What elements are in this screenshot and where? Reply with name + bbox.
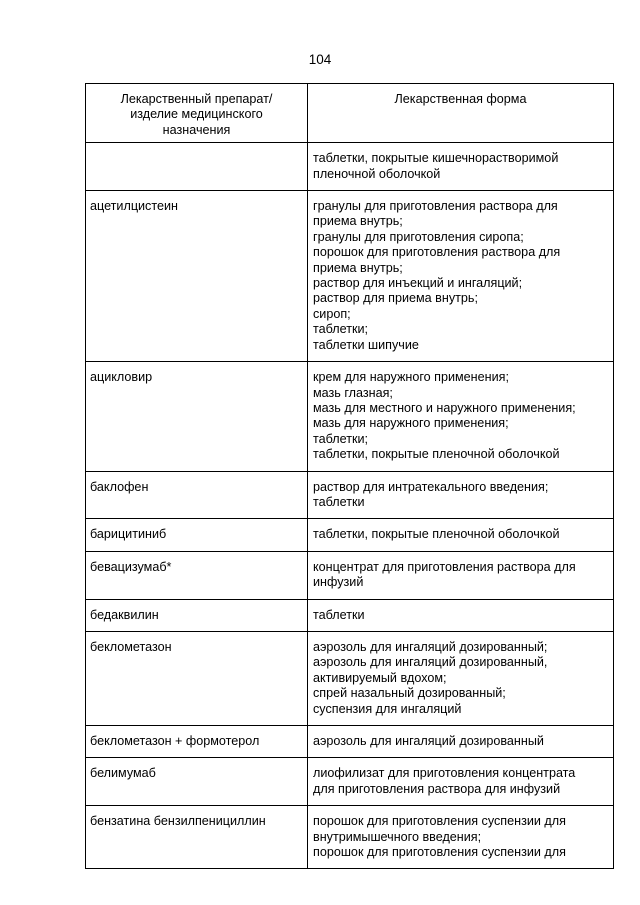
dosage-form-line: таблетки, покрытые кишечнорастворимой	[313, 151, 559, 166]
dosage-form-line: таблетки, покрытые пленочной оболочкой	[313, 447, 560, 462]
drug-name-cell	[86, 599, 308, 631]
dosage-form-line: порошок для приготовления суспензии для	[313, 845, 566, 860]
table-row	[86, 191, 614, 362]
dosage-form-line: аэрозоль для ингаляций дозированный;	[313, 639, 548, 654]
page-number: 104	[308, 52, 332, 67]
dosage-form-line: раствор для интратекального введения;	[313, 479, 549, 494]
dosage-form-line: аэрозоль для ингаляций дозированный,	[313, 655, 548, 670]
drug-name: баклофен	[90, 479, 149, 494]
dosage-form-cell	[308, 599, 614, 631]
dosage-form-line: концентрат для приготовления раствора для	[313, 559, 576, 574]
drug-name: бевацизумаб*	[90, 559, 172, 574]
dosage-form-cell	[308, 519, 614, 551]
table-row	[86, 519, 614, 551]
drug-name-cell	[86, 471, 308, 519]
drug-name: ацикловир	[90, 370, 153, 385]
dosage-form-line: таблетки шипучие	[313, 337, 419, 352]
dosage-form-line: таблетки;	[313, 431, 369, 446]
drug-name-cell	[86, 551, 308, 599]
table-row	[86, 726, 614, 758]
dosage-form-line: таблетки	[313, 607, 365, 622]
drug-name: бедаквилин	[90, 607, 159, 622]
drug-name-cell	[86, 758, 308, 806]
drug-name-cell	[86, 362, 308, 471]
table-row	[86, 599, 614, 631]
header-drug-line: назначения	[162, 122, 231, 137]
dosage-form-cell	[308, 806, 614, 869]
drug-name-cell	[86, 631, 308, 725]
table-row	[86, 758, 614, 806]
dosage-form-cell	[308, 143, 614, 191]
table-row	[86, 143, 614, 191]
drug-name: беклометазон	[90, 639, 172, 654]
dosage-form-line: порошок для приготовления раствора для	[313, 245, 561, 260]
drug-name-cell	[86, 726, 308, 758]
dosage-form-line: мазь глазная;	[313, 385, 393, 400]
drug-name-cell	[86, 519, 308, 551]
dosage-form-line: гранулы для приготовления раствора для	[313, 199, 558, 214]
dosage-form-line: порошок для приготовления суспензии для	[313, 814, 566, 829]
dosage-form-line: суспензия для ингаляций	[313, 701, 462, 716]
dosage-form-line: сироп;	[313, 306, 351, 321]
header-drug	[86, 84, 308, 143]
dosage-form-line: раствор для приема внутрь;	[313, 291, 478, 306]
drug-table	[85, 83, 614, 869]
table-row	[86, 631, 614, 725]
dosage-form-line: для приготовления раствора для инфузий	[313, 781, 561, 796]
dosage-form-cell	[308, 758, 614, 806]
drug-name: беклометазон + формотерол	[90, 734, 260, 748]
drug-name-cell	[86, 143, 308, 191]
drug-name-cell	[86, 191, 308, 362]
drug-name: ацетилцистеин	[90, 199, 178, 214]
dosage-form-line: таблетки;	[313, 322, 369, 337]
dosage-form-cell	[308, 471, 614, 519]
header-form-label: Лекарственная форма	[394, 92, 527, 106]
dosage-form-line: инфузий	[313, 575, 364, 590]
header-drug-line: Лекарственный препарат/	[120, 92, 273, 106]
drug-name-cell	[86, 806, 308, 869]
dosage-form-line: лиофилизат для приготовления концентрата	[313, 766, 576, 781]
dosage-form-cell	[308, 191, 614, 362]
table-row	[86, 551, 614, 599]
dosage-form-line: таблетки, покрытые пленочной оболочкой	[313, 527, 560, 542]
table-row	[86, 471, 614, 519]
dosage-form-line: раствор для инъекций и ингаляций;	[313, 276, 523, 291]
dosage-form-line: пленочной оболочкой	[313, 166, 441, 181]
dosage-form-line: мазь для наружного применения;	[313, 416, 509, 431]
dosage-form-cell	[308, 726, 614, 758]
dosage-form-cell	[308, 551, 614, 599]
dosage-form-cell	[308, 631, 614, 725]
dosage-form-cell	[308, 362, 614, 471]
dosage-form-line: мазь для местного и наружного применения;	[313, 400, 576, 415]
dosage-form-line: активируемый вдохом;	[313, 670, 447, 685]
dosage-form-line: приема внутрь;	[313, 214, 403, 229]
dosage-form-line: гранулы для приготовления сиропа;	[313, 229, 524, 244]
drug-name: барицитиниб	[90, 527, 167, 542]
table-row	[86, 362, 614, 471]
header-drug-line: изделие медицинского	[130, 107, 263, 122]
drug-name: белимумаб	[90, 766, 156, 781]
dosage-form-line: приема внутрь;	[313, 260, 403, 275]
drug-name: бензатина бензилпенициллин	[90, 814, 266, 829]
dosage-form-line: спрей назальный дозированный;	[313, 686, 506, 701]
dosage-form-line: крем для наружного применения;	[313, 370, 509, 385]
table-row	[86, 806, 614, 869]
dosage-form-line: внутримышечного введения;	[313, 829, 482, 844]
header-form	[308, 84, 614, 143]
dosage-form-line: аэрозоль для ингаляций дозированный	[313, 734, 544, 748]
table-header-row	[86, 84, 614, 143]
dosage-form-line: таблетки	[313, 494, 365, 509]
table-body	[86, 143, 614, 869]
